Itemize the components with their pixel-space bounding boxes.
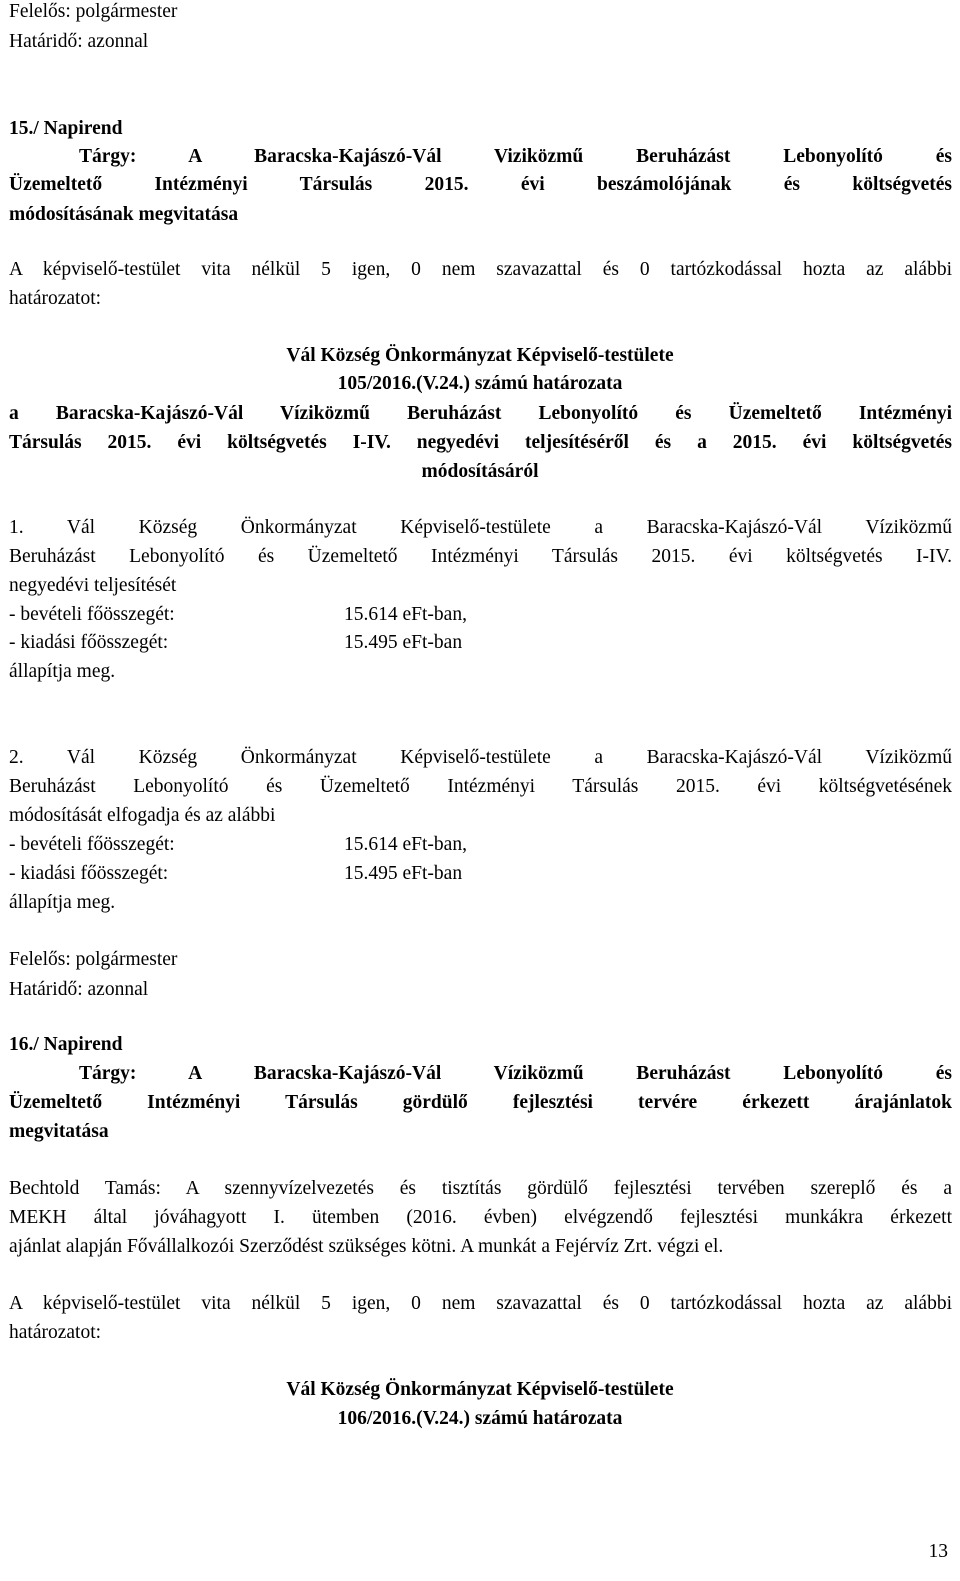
subject-line-1: Tárgy: A Baracska-Kajászó-Vál Viziközmű Beruházást Lebonyolító és xyxy=(79,146,952,167)
resolution-title-1: a Baracska-Kajászó-Vál Víziközmű Beruházást Lebonyolító és Üzemeltető Intézményi xyxy=(9,403,952,424)
revenue-value: 15.614 eFt-ban, xyxy=(344,834,467,855)
vote-line-1: A képviselő-testület vita nélkül 5 igen, 0 nem szavazattal és 0 tartózkodással hozta az alábbi xyxy=(9,1293,952,1314)
revenue-label: - bevételi főösszegét: xyxy=(9,834,175,855)
point-1-line-2: Beruházást Lebonyolító és Üzemeltető Intézményi Társulás 2015. évi költségvetés I-IV. xyxy=(9,546,952,567)
deadline-line: Határidő: azonnal xyxy=(9,979,149,1000)
agenda-heading-16: 16./ Napirend xyxy=(9,1034,123,1055)
expense-value: 15.495 eFt-ban xyxy=(344,863,463,884)
vote-line-2: határozatot: xyxy=(9,288,102,309)
speech-line-3: ajánlat alapján Fővállalkozói Szerződést szükséges kötni. A munkát a Fejérvíz Zrt. végzi el. xyxy=(9,1236,724,1257)
resolution-title-2: Társulás 2015. évi költségvetés I-IV. negyedévi teljesítéséről és a 2015. évi költségvetés xyxy=(9,432,952,453)
speech-line-1: Bechtold Tamás: A szennyvízelvezetés és tisztítás gördülő fejlesztési tervében szereplő és a xyxy=(9,1178,952,1199)
point-2-close: állapítja meg. xyxy=(9,892,116,913)
resolution-number: 106/2016.(V.24.) számú határozata xyxy=(337,1408,623,1429)
resolution-body: Vál Község Önkormányzat Képviselő-testülete xyxy=(286,345,674,366)
subject-line-2: Üzemeltető Intézményi Társulás 2015. évi beszámolójának és költségvetés xyxy=(9,174,952,195)
expense-value: 15.495 eFt-ban xyxy=(344,632,463,653)
revenue-value: 15.614 eFt-ban, xyxy=(344,604,467,625)
deadline-line: Határidő: azonnal xyxy=(9,31,149,52)
resolution-body: Vál Község Önkormányzat Képviselő-testülete xyxy=(286,1379,674,1400)
responsible-line: Felelős: polgármester xyxy=(9,949,178,970)
point-1-close: állapítja meg. xyxy=(9,661,116,682)
agenda-heading-15: 15./ Napirend xyxy=(9,118,123,139)
expense-label: - kiadási főösszegét: xyxy=(9,863,169,884)
speech-line-2: MEKH által jóváhagyott I. ütemben (2016. évben) elvégzendő fejlesztési munkákra érkezett xyxy=(9,1207,952,1228)
point-1-line-3: negyedévi teljesítését xyxy=(9,575,177,596)
vote-line-2: határozatot: xyxy=(9,1322,102,1343)
subject-line-3: megvitatása xyxy=(9,1121,109,1142)
point-2-line-2: Beruházást Lebonyolító és Üzemeltető Intézményi Társulás 2015. évi költségvetésének xyxy=(9,776,952,797)
resolution-number: 105/2016.(V.24.) számú határozata xyxy=(337,373,623,394)
revenue-label: - bevételi főösszegét: xyxy=(9,604,175,625)
subject-line-3: módosításának megvitatása xyxy=(9,204,239,225)
page-number: 13 xyxy=(928,1541,948,1562)
point-2-line-3: módosítását elfogadja és az alábbi xyxy=(9,805,276,826)
responsible-line: Felelős: polgármester xyxy=(9,1,178,22)
resolution-title-3: módosításáról xyxy=(421,461,539,482)
subject-line-2: Üzemeltető Intézményi Társulás gördülő fejlesztési tervére érkezett árajánlatok xyxy=(9,1092,952,1113)
vote-line-1: A képviselő-testület vita nélkül 5 igen, 0 nem szavazattal és 0 tartózkodással hozta az alábbi xyxy=(9,259,952,280)
point-1-line-1: 1. Vál Község Önkormányzat Képviselő-testülete a Baracska-Kajászó-Vál Víziközmű xyxy=(9,517,952,538)
expense-label: - kiadási főösszegét: xyxy=(9,632,169,653)
point-2-line-1: 2. Vál Község Önkormányzat Képviselő-testülete a Baracska-Kajászó-Vál Víziközmű xyxy=(9,747,952,768)
subject-line-1: Tárgy: A Baracska-Kajászó-Vál Víziközmű Beruházást Lebonyolító és xyxy=(79,1063,952,1084)
